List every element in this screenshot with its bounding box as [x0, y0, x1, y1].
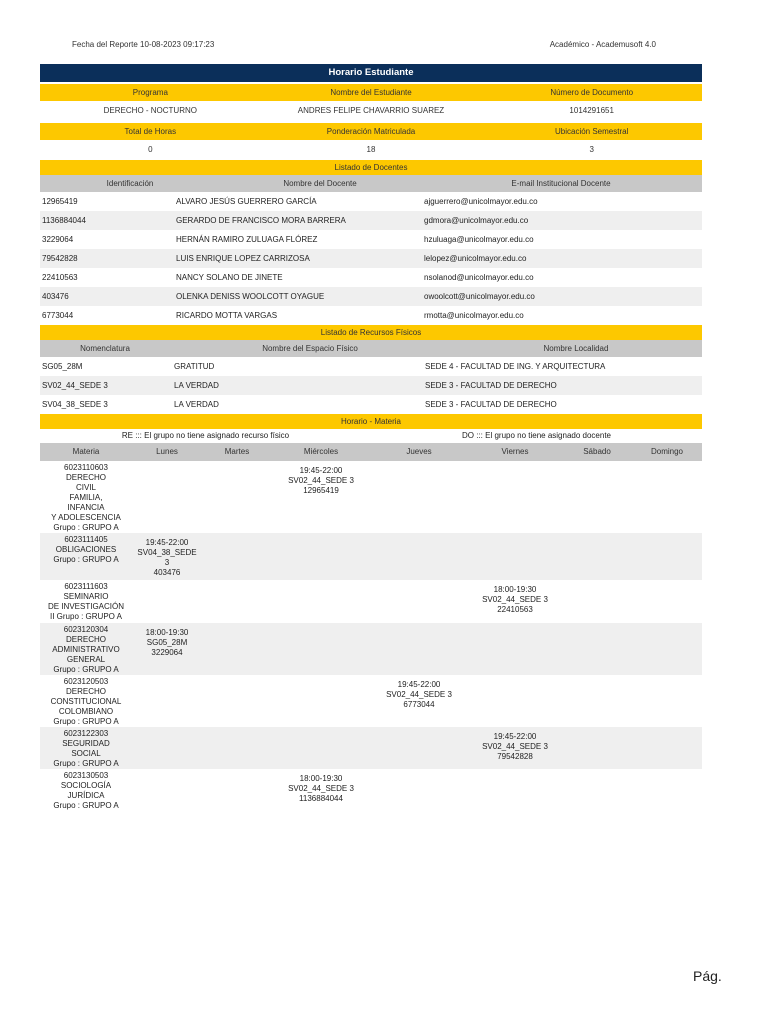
subject-line: 6023122303 — [63, 729, 109, 738]
session-line: 3229064 — [151, 648, 183, 657]
schedule-header-row — [40, 443, 702, 461]
day-cell — [202, 623, 272, 675]
document-number-header: Número de Documento — [550, 88, 634, 97]
table-row — [40, 395, 702, 414]
student-name-value: ANDRES FELIPE CHAVARRIO SUAREZ — [297, 106, 445, 115]
teacher-email: ajguerrero@unicolmayor.edu.co — [424, 192, 702, 211]
session-line: SV02_44_SEDE 3 — [482, 595, 548, 604]
program-header: Programa — [132, 88, 168, 97]
col-viernes: Viernes — [468, 443, 562, 461]
schedule-body — [40, 461, 702, 817]
col-miercoles: Miércoles — [272, 443, 370, 461]
total-hours-header: Total de Horas — [124, 127, 177, 136]
day-cell — [562, 623, 632, 675]
day-cell — [202, 580, 272, 623]
subject-line: CIVIL — [75, 483, 96, 492]
weighting-value: 18 — [366, 145, 376, 154]
day-cell — [370, 533, 468, 580]
note-no-teacher: DO ::: El grupo no tiene asignado docente — [462, 431, 611, 440]
table-row — [40, 461, 702, 533]
page-title: Horario Estudiante — [40, 64, 702, 82]
space-name-header: Nombre del Espacio Físico — [262, 344, 358, 353]
resource-code: SG05_28M — [40, 357, 174, 376]
day-cell — [468, 461, 562, 533]
subject-line: SEMINARIO — [63, 592, 109, 601]
day-cell — [468, 727, 562, 769]
day-cell — [562, 675, 632, 727]
table-row — [40, 580, 702, 623]
day-cell — [370, 623, 468, 675]
subject-line: COLOMBIANO — [58, 707, 114, 716]
table-row — [40, 727, 702, 769]
session-line: 18:00-19:30 — [493, 585, 537, 594]
subject-line: Grupo : GRUPO A — [53, 665, 119, 674]
day-cell — [562, 580, 632, 623]
subject-line: GENERAL — [66, 655, 106, 664]
teachers-table — [40, 192, 702, 325]
subject-line: 6023120503 — [63, 677, 109, 686]
col-jueves: Jueves — [370, 443, 468, 461]
day-cell — [370, 769, 468, 817]
subject-cell — [40, 533, 132, 580]
day-cell — [132, 727, 202, 769]
day-cell — [632, 769, 702, 817]
teacher-name: LUIS ENRIQUE LOPEZ CARRIZOSA — [176, 249, 424, 268]
session-line: 79542828 — [497, 752, 533, 761]
day-cell — [132, 580, 202, 623]
session-line: 18:00-19:30 — [299, 774, 343, 783]
subject-cell — [40, 623, 132, 675]
session-line: 3 — [164, 558, 170, 567]
day-cell — [370, 675, 468, 727]
subject-line: DE INVESTIGACIÓN — [47, 602, 124, 611]
teacher-id: 6773044 — [40, 306, 176, 325]
day-cell — [202, 769, 272, 817]
session-line: SV02_44_SEDE 3 — [288, 784, 354, 793]
session-line: 19:45-22:00 — [397, 680, 441, 689]
teacher-email-header: E-mail Institucional Docente — [511, 179, 611, 188]
subject-line: Grupo : GRUPO A — [53, 801, 119, 810]
subject-line: DERECHO — [65, 473, 106, 482]
resource-space: GRATITUD — [174, 357, 425, 376]
teacher-email: rmotta@unicolmayor.edu.co — [424, 306, 702, 325]
subject-line: 6023110603 — [64, 463, 108, 472]
session-line: SV02_44_SEDE 3 — [386, 690, 452, 699]
day-cell — [468, 675, 562, 727]
resources-table — [40, 357, 702, 414]
teacher-id: 3229064 — [40, 230, 176, 249]
session-line: SG05_28M — [146, 638, 188, 647]
table-row — [40, 769, 702, 817]
resource-locality: SEDE 3 - FACULTAD DE DERECHO — [425, 395, 702, 414]
session-line: 403476 — [153, 568, 181, 577]
schedule-table — [40, 443, 702, 817]
table-row — [40, 533, 702, 580]
day-cell — [132, 533, 202, 580]
day-cell — [272, 623, 370, 675]
app-name: Académico - Academusoft 4.0 — [549, 40, 656, 49]
day-cell — [632, 727, 702, 769]
day-cell — [370, 727, 468, 769]
col-martes: Martes — [202, 443, 272, 461]
day-cell — [632, 580, 702, 623]
teacher-name: GERARDO DE FRANCISCO MORA BARRERA — [176, 211, 424, 230]
session-line: SV02_44_SEDE 3 — [482, 742, 548, 751]
table-row — [40, 268, 702, 287]
col-domingo: Domingo — [632, 443, 702, 461]
day-cell — [272, 580, 370, 623]
note-no-resource: RE ::: El grupo no tiene asignado recurso físico — [121, 431, 290, 440]
day-cell — [132, 623, 202, 675]
session-line: 22410563 — [497, 605, 533, 614]
semester-location-header: Ubicación Semestral — [554, 127, 629, 136]
session-line: SV04_38_SEDE — [137, 548, 197, 557]
student-schedule-sheet — [40, 64, 702, 817]
teacher-email: gdmora@unicolmayor.edu.co — [424, 211, 702, 230]
day-cell — [272, 461, 370, 533]
teacher-name: NANCY SOLANO DE JINETE — [176, 268, 424, 287]
day-cell — [272, 675, 370, 727]
day-cell — [632, 675, 702, 727]
subject-cell — [40, 675, 132, 727]
teacher-id: 1136884044 — [40, 211, 176, 230]
subject-line: ADMINISTRATIVO — [52, 645, 120, 654]
table-row — [40, 211, 702, 230]
day-cell — [132, 675, 202, 727]
teacher-id: 79542828 — [40, 249, 176, 268]
session-line: 19:45-22:00 — [145, 538, 189, 547]
resource-space: LA VERDAD — [174, 395, 425, 414]
subject-line: DERECHO — [65, 635, 106, 644]
nomenclature-header: Nomenclatura — [80, 344, 130, 353]
day-cell — [468, 623, 562, 675]
teacher-id-header: Identificación — [106, 179, 154, 188]
subject-line: Grupo : GRUPO A — [53, 555, 119, 564]
schedule-section-title: Horario - Materia — [40, 414, 702, 429]
day-cell — [272, 769, 370, 817]
teacher-id: 22410563 — [40, 268, 176, 287]
day-cell — [562, 461, 632, 533]
teacher-name: ALVARO JESÚS GUERRERO GARCÍA — [176, 192, 424, 211]
day-cell — [468, 533, 562, 580]
subject-cell — [40, 769, 132, 817]
subject-line: 6023111603 — [64, 582, 108, 591]
day-cell — [132, 769, 202, 817]
subject-line: 6023120304 — [63, 625, 109, 634]
teacher-name: HERNÁN RAMIRO ZULUAGA FLÓREZ — [176, 230, 424, 249]
report-date: Fecha del Reporte 10-08-2023 09:17:23 — [72, 40, 215, 49]
teacher-email: hzuluaga@unicolmayor.edu.co — [424, 230, 702, 249]
semester-location-value: 3 — [589, 145, 594, 154]
subject-line: JURÍDICA — [67, 791, 105, 800]
subject-line: SEGURIDAD — [62, 739, 110, 748]
document-number-value: 1014291651 — [569, 106, 614, 115]
col-sabado: Sábado — [562, 443, 632, 461]
resources-header-row — [40, 340, 702, 357]
table-row — [40, 675, 702, 727]
day-cell — [202, 461, 272, 533]
total-hours-value: 0 — [148, 145, 153, 154]
day-cell — [132, 461, 202, 533]
day-cell — [468, 769, 562, 817]
table-row — [40, 306, 702, 325]
session-line: 1136884044 — [299, 794, 343, 803]
subject-line: FAMILIA, — [69, 493, 103, 502]
resources-section-title: Listado de Recursos Físicos — [40, 325, 702, 340]
student-value-row — [40, 101, 702, 121]
student-name-header: Nombre del Estudiante — [330, 88, 412, 97]
student-header-row — [40, 84, 702, 101]
subject-line: SOCIAL — [71, 749, 101, 758]
resource-locality: SEDE 4 - FACULTAD DE ING. Y ARQUITECTURA — [425, 357, 702, 376]
day-cell — [272, 727, 370, 769]
page-label: Pág. — [693, 968, 722, 984]
col-materia: Materia — [40, 443, 132, 461]
resource-code: SV02_44_SEDE 3 — [40, 376, 174, 395]
resource-code: SV04_38_SEDE 3 — [40, 395, 174, 414]
subject-line: Grupo : GRUPO A — [53, 523, 119, 532]
session-line: 18:00-19:30 — [145, 628, 189, 637]
subject-line: SOCIOLOGÍA — [60, 781, 112, 790]
session-line: 6773044 — [403, 700, 435, 709]
day-cell — [632, 533, 702, 580]
locality-header: Nombre Localidad — [543, 344, 609, 353]
day-cell — [562, 727, 632, 769]
subject-cell — [40, 727, 132, 769]
session-line: 12965419 — [303, 486, 339, 495]
day-cell — [272, 533, 370, 580]
teacher-id: 12965419 — [40, 192, 176, 211]
teacher-name: RICARDO MOTTA VARGAS — [176, 306, 424, 325]
subject-line: INFANCIA — [67, 503, 105, 512]
table-row — [40, 376, 702, 395]
session-line: SV02_44_SEDE 3 — [288, 476, 354, 485]
table-row — [40, 623, 702, 675]
table-row — [40, 249, 702, 268]
subject-line: OBLIGACIONES — [55, 545, 117, 554]
schedule-notes — [40, 429, 702, 443]
teachers-header-row — [40, 175, 702, 192]
hours-value-row — [40, 140, 702, 160]
col-lunes: Lunes — [132, 443, 202, 461]
subject-line: 6023130503 — [63, 771, 109, 780]
subject-line: Y ADOLESCENCIA — [51, 513, 121, 522]
table-row — [40, 357, 702, 376]
day-cell — [632, 623, 702, 675]
day-cell — [370, 461, 468, 533]
hours-header-row — [40, 123, 702, 140]
subject-line: Grupo : GRUPO A — [53, 717, 119, 726]
subject-cell — [40, 461, 132, 533]
table-row — [40, 287, 702, 306]
resource-space: LA VERDAD — [174, 376, 425, 395]
subject-line: Grupo : GRUPO A — [53, 759, 119, 768]
day-cell — [202, 675, 272, 727]
day-cell — [562, 533, 632, 580]
teacher-email: lelopez@unicolmayor.edu.co — [424, 249, 702, 268]
table-row — [40, 192, 702, 211]
teacher-name: OLENKA DENISS WOOLCOTT OYAGUE — [176, 287, 424, 306]
subject-line: DERECHO — [65, 687, 106, 696]
subject-cell — [40, 580, 132, 623]
teacher-name-header: Nombre del Docente — [283, 179, 357, 188]
subject-line: II Grupo : GRUPO A — [49, 612, 123, 621]
day-cell — [370, 580, 468, 623]
table-row — [40, 230, 702, 249]
teacher-id: 403476 — [40, 287, 176, 306]
day-cell — [202, 727, 272, 769]
resource-locality: SEDE 3 - FACULTAD DE DERECHO — [425, 376, 702, 395]
teacher-email: owoolcott@unicolmayor.edu.co — [424, 287, 702, 306]
day-cell — [562, 769, 632, 817]
program-value: DERECHO - NOCTURNO — [103, 106, 197, 115]
subject-line: CONSTITUCIONAL — [50, 697, 122, 706]
weighting-header: Ponderación Matriculada — [326, 127, 416, 136]
session-line: 19:45-22:00 — [493, 732, 537, 741]
day-cell — [468, 580, 562, 623]
day-cell — [202, 533, 272, 580]
teacher-email: nsolanod@unicolmayor.edu.co — [424, 268, 702, 287]
day-cell — [632, 461, 702, 533]
teachers-section-title: Listado de Docentes — [40, 160, 702, 175]
subject-line: 6023111405 — [64, 535, 108, 544]
session-line: 19:45-22:00 — [299, 466, 343, 475]
